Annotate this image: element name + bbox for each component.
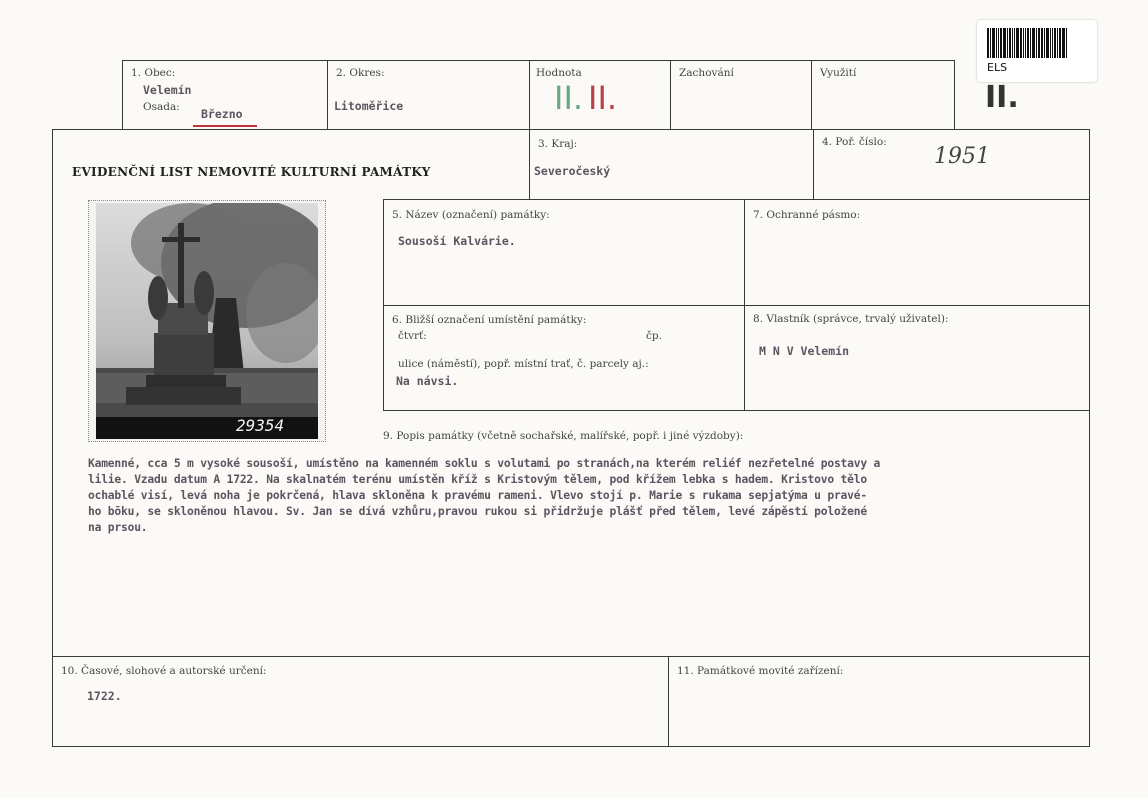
kraj-label: 3. Kraj: bbox=[538, 138, 578, 150]
obec-label: 1. Obec: bbox=[131, 67, 176, 79]
vyuziti-box bbox=[811, 60, 955, 130]
umisteni-box bbox=[383, 305, 745, 411]
hodnota-red-value: II. bbox=[588, 79, 618, 117]
zachovani-label: Zachování bbox=[679, 67, 734, 79]
movite-label: 11. Památkové movité zařízení: bbox=[677, 665, 844, 677]
ulice-label: ulice (náměstí), popř. místní trať, č. parcely aj.: bbox=[398, 358, 649, 370]
margin-mark: II. bbox=[985, 80, 1019, 115]
por-cislo-value: 1951 bbox=[934, 144, 990, 169]
barcode-sticker bbox=[977, 20, 1097, 82]
umisteni-label: 6. Bližší označení umístění památky: bbox=[392, 314, 587, 326]
movite-box bbox=[668, 656, 1090, 747]
casove-box bbox=[52, 656, 669, 747]
hodnota-box bbox=[529, 60, 671, 130]
vlastnik-label: 8. Vlastník (správce, trvalý uživatel): bbox=[753, 313, 949, 325]
obec-box bbox=[122, 60, 328, 130]
monument-photo-frame bbox=[88, 200, 326, 442]
casove-label: 10. Časové, slohové a autorské určení: bbox=[61, 665, 267, 677]
popis-value: Kamenné, cca 5 m vysoké sousoší, umístěno na kamenném soklu s volutami po stranách,na kterém reliéf nezřetelné postavy a lilie. Vzadu datum A 1722. Na skalnatém terénu umístěn kříž s Kristovým tělem, pod křížem lebka s hadem. Kristovo tělo ochablé visí, levá noha je pokrčená, hlava skloněna k pravému rameni. Vlevo stojí p. Marie s rukama sepjatýma u pravé- ho bōku, se skloněnou hlavou. Sv. Jan se dívá vzhůru,pravou rukou si přidržuje plášť před tělem, levé zápěstí položené na prsou. bbox=[88, 457, 881, 534]
zachovani-box bbox=[670, 60, 812, 130]
ochranne-pasmo-box bbox=[744, 199, 1090, 306]
osada-underline bbox=[193, 125, 257, 127]
popis-label: 9. Popis památky (včetně sochařské, malířské, popř. i jiné výzdoby): bbox=[383, 430, 744, 442]
nazev-label: 5. Název (označení) památky: bbox=[392, 209, 550, 221]
casove-value: 1722. bbox=[87, 689, 122, 703]
nazev-value: Sousoší Kalvárie. bbox=[398, 234, 516, 248]
osada-label: Osada: bbox=[143, 101, 180, 113]
calvary-photo bbox=[96, 203, 318, 439]
por-cislo-box bbox=[813, 129, 1090, 200]
vyuziti-label: Využití bbox=[820, 67, 857, 79]
cp-label: čp. bbox=[646, 330, 662, 342]
okres-value: Litoměřice bbox=[334, 99, 404, 113]
ctvrt-label: čtvrť: bbox=[398, 330, 427, 342]
okres-label: 2. Okres: bbox=[336, 67, 385, 79]
barcode-icon bbox=[987, 28, 1083, 58]
vlastnik-value: M N V Velemín bbox=[759, 344, 850, 358]
umisteni-value: Na návsi. bbox=[396, 374, 459, 388]
nazev-box bbox=[383, 199, 745, 306]
hodnota-label: Hodnota bbox=[536, 67, 582, 79]
photo-number: 29354 bbox=[236, 416, 285, 435]
kraj-value: Severočeský bbox=[534, 164, 611, 178]
ochranne-pasmo-label: 7. Ochranné pásmo: bbox=[753, 209, 861, 221]
osada-value: Březno bbox=[201, 107, 243, 121]
vlastnik-box bbox=[744, 305, 1090, 411]
por-cislo-label: 4. Poř. číslo: bbox=[822, 136, 887, 148]
obec-value: Velemín bbox=[143, 83, 192, 97]
okres-box bbox=[327, 60, 530, 130]
form-title: EVIDENČNÍ LIST NEMOVITÉ KULTURNÍ PAMÁTKY bbox=[72, 165, 431, 179]
kraj-box bbox=[529, 129, 814, 200]
barcode-label: ELS bbox=[987, 61, 1008, 74]
hodnota-green-value: II. bbox=[554, 79, 584, 117]
